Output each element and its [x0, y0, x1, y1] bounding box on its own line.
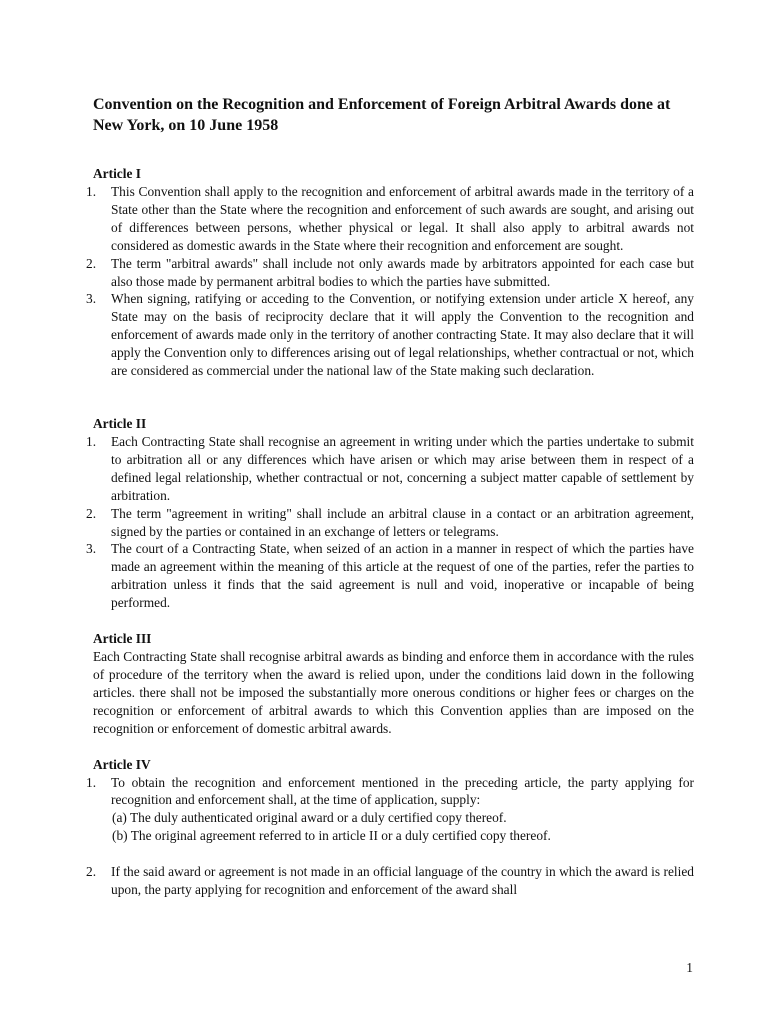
article-2	[86, 415, 694, 612]
article-heading: Article II	[93, 415, 147, 431]
document-title: Convention on the Recognition and Enforcement of Foreign Arbitral Awards done at New York, on 10 June 1958	[93, 96, 671, 134]
paragraph-list	[86, 433, 694, 612]
paragraph-text: This Convention shall apply to the recognition and enforcement of arbitral awards made in the territory of a State other than the State where the recognition and enforcement of such awards are sought, and arising out of differences between persons, whether physical or legal. It shall also apply to arbitral awards not considered as domestic awards in the State where their recognition and enforcement are sought.	[111, 184, 694, 253]
paragraph-list	[86, 774, 694, 810]
paragraph-list	[86, 863, 694, 899]
paragraph-list	[86, 183, 694, 380]
document-body	[86, 94, 694, 899]
numbered-paragraph: 1. Each Contracting State shall recognise an agreement in writing under which the parties undertake to submit to arbitration all or any differences which have arisen or which may arise between them in respect of a defined legal relationship, whether contractual or not, concerning a subject matter capable of settlement by arbitration.	[86, 433, 694, 503]
spacer	[86, 380, 694, 415]
numbered-paragraph: 2. The term "agreement in writing" shall include an arbitral clause in a contact or an arbitration agreement, signed by the parties or contained in an exchange of letters or telegrams.	[86, 505, 694, 539]
sub-item: (b) The original agreement referred to in article II or a duly certified copy thereof.	[112, 828, 551, 844]
paragraph-text: If the said award or agreement is not made in an official language of the country in which the award is relied upon, the party applying for recognition and enforcement of the award shall	[111, 864, 694, 898]
paragraph-text: The court of a Contracting State, when seized of an action in a manner in respect of which the parties have made an agreement within the meaning of this article at the request of one of the parties, refer the parties to arbitration unless it finds that the said agreement is null and void, inoperative or incapable of being performed.	[111, 541, 694, 611]
spacer	[86, 845, 694, 863]
numbered-paragraph: 3. When signing, ratifying or acceding to the Convention, or notifying extension under article X hereof, any State may on the basis of reciprocity declare that it will apply the Convention to the recognition and enforcement of awards made only in the territory of another contracting State. It may also declare that it will apply the Convention only to differences arising out of legal relationships, whether contractual or not, which are considered as commercial under the national law of the State making such declaration.	[86, 291, 694, 379]
spacer	[86, 612, 694, 630]
article-heading: Article I	[93, 166, 141, 181]
article-3	[86, 630, 694, 738]
numbered-paragraph: 2. If the said award or agreement is not made in an official language of the country in which the award is relied upon, the party applying for recognition and enforcement of the award shall	[86, 864, 694, 898]
sub-item: (a) The duly authenticated original award or a duly certified copy thereof.	[112, 810, 507, 826]
article-4	[86, 756, 694, 899]
paragraph-text: When signing, ratifying or acceding to the Convention, or notifying extension under article X hereof, any State may on the basis of reciprocity declare that it will apply the Convention to the recognition and enforcement of awards made only in the territory of another contracting State. It may also declare that it will apply the Convention only to differences arising out of legal relationships, whether contractual or not, which are considered as commercial under the national law of the State making such declaration.	[111, 291, 694, 379]
paragraph-text: The term "arbitral awards" shall include not only awards made by arbitrators appointed for each case but also those made by permanent arbitral bodies to which the parties have submitted.	[111, 255, 694, 289]
numbered-paragraph: 1. To obtain the recognition and enforcement mentioned in the preceding article, the party applying for recognition and enforcement shall, at the time of application, supply:	[86, 774, 694, 808]
numbered-paragraph: 3. The court of a Contracting State, when seized of an action in a manner in respect of which the parties have made an agreement within the meaning of this article at the request of one of the parties, refer the parties to arbitration unless it finds that the said agreement is null and void, inoperative or incapable of being performed.	[86, 541, 694, 611]
numbered-paragraph: 1. This Convention shall apply to the recognition and enforcement of arbitral awards made in the territory of a State other than the State where the recognition and enforcement of such awards are sought, and arising out of differences between persons, whether physical or legal. It shall also apply to arbitral awards not considered as domestic awards in the State where their recognition and enforcement are sought.	[86, 184, 694, 253]
article-heading: Article IV	[93, 756, 151, 772]
spacer	[86, 738, 694, 756]
paragraph-text: Each Contracting State shall recognise an agreement in writing under which the parties undertake to submit to arbitration all or any differences which have arisen or which may arise between them in respect of a defined legal relationship, whether contractual or not, concerning a subject matter capable of settlement by arbitration.	[111, 433, 694, 503]
paragraph-text: The term "agreement in writing" shall include an arbitral clause in a contact or an arbitration agreement, signed by the parties or contained in an exchange of letters or telegrams.	[111, 505, 694, 539]
numbered-paragraph: 2. The term "arbitral awards" shall include not only awards made by arbitrators appointed for each case but also those made by permanent arbitral bodies to which the parties have submitted.	[86, 255, 694, 289]
article-text: Each Contracting State shall recognise arbitral awards as binding and enforce them in accordance with the rules of procedure of the territory when the award is relied upon, under the conditions laid down in the following articles. there shall not be imposed the substantially more onerous conditions or higher fees or charges on the recognition or enforcement of arbitral awards to which this Convention applies than are imposed on the recognition or enforcement of domestic arbitral awards.	[93, 649, 694, 736]
article-1	[86, 165, 694, 380]
paragraph-text: To obtain the recognition and enforcement mentioned in the preceding article, the party applying for recognition and enforcement shall, at the time of application, supply:	[111, 774, 694, 808]
article-heading: Article III	[93, 631, 152, 647]
page-number: 1	[686, 960, 693, 975]
